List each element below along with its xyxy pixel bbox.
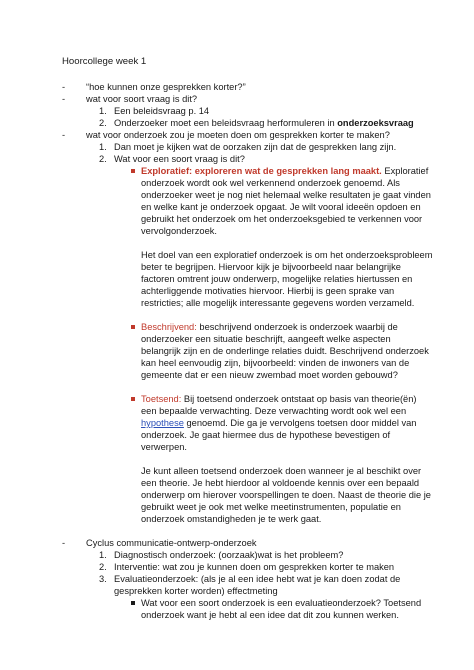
paragraph-line: Je kunt alleen toetsend onderzoek doen wanneer je al beschikt over: [141, 466, 422, 476]
dash-bullet: -: [62, 130, 66, 140]
list-item: Dan moet je kijken wat de oorzaken zijn dat de gesprekken lang zijn.: [114, 142, 397, 152]
paragraph-line: een theorie. Je hebt hierdoor al voldoende kennis over een bepaald: [141, 478, 420, 488]
toetsend-line: Toetsend: Bij toetsend onderzoek ontstaat op basis van theorie(ën): [141, 394, 417, 404]
dash-bullet: -: [62, 94, 66, 104]
list-item: Een beleidsvraag p. 14: [114, 106, 210, 116]
paragraph-line: onderzoeker een situatie beschrijft, aangeeft welke aspecten: [141, 334, 391, 344]
paragraph-line: een bepaalde verwachting. Deze verwachting wordt ook wel een: [141, 406, 407, 416]
paragraph-line: achterliggende motivaties hiervoor. Hierbij is geen sprake van: [141, 286, 395, 296]
number-bullet: 3.: [99, 574, 107, 584]
list-item: Onderzoeker moet een beleidsvraag herformuleren in onderzoeksvraag: [114, 118, 414, 128]
square-bullet-icon: [131, 601, 135, 605]
list-item: Wat voor een soort vraag is dit?: [114, 154, 245, 164]
list-item: Interventie: wat zou je kunnen doen om gesprekken korter te maken: [114, 562, 395, 572]
square-bullet-icon: [131, 169, 135, 173]
paragraph-line: Het doel van een exploratief onderzoek is om het onderzoeksprobleem: [141, 250, 433, 260]
list-item: gesprekken korter worden) effectmeting: [114, 586, 278, 596]
paragraph-line: factoren omtrent jouw onderwerp, mogelijke relaties hiertussen en: [141, 274, 413, 284]
page-title: Hoorcollege week 1: [62, 56, 147, 67]
number-bullet: 2.: [99, 154, 107, 164]
paragraph-line: onderzoek want je hebt al een idee dat dit zou kunnen werken.: [141, 610, 399, 620]
dash-bullet: -: [62, 82, 66, 92]
list-item: Cyclus communicatie-ontwerp-onderzoek: [86, 538, 257, 548]
paragraph-line: belangrijk zijn en de onderlinge relaties duidt. Beschrijvend onderzoek: [141, 346, 429, 356]
number-bullet: 1.: [99, 142, 107, 152]
paragraph-line: onderzoek. Je gaat hiermee dus de hypothese bevestigen of: [141, 430, 391, 440]
paragraph-line: restricties; alle mogelijk interessante gegevens worden verzameld.: [141, 298, 415, 308]
list-item: Evaluatieonderzoek: (als je al een idee hebt wat je kan doen zodat de: [114, 574, 401, 584]
paragraph-line: onderzoeker weet je nog niet helemaal welke resultaten je gaat vinden: [141, 190, 431, 200]
dash-bullet: -: [62, 538, 66, 548]
number-bullet: 1.: [99, 550, 107, 560]
number-bullet: 2.: [99, 118, 107, 128]
list-item: “hoe kunnen onze gesprekken korter?”: [86, 82, 246, 92]
paragraph-line: verwerpen.: [141, 442, 187, 452]
paragraph-line: vervolgonderzoek.: [141, 226, 217, 236]
paragraph-line: gebruikt het onderzoek om het onderzoeksgebied te verkennen voor: [141, 214, 423, 224]
paragraph-line: gemeente dat er een nieuw zwembad moet worden gebouwd?: [141, 370, 398, 380]
number-bullet: 2.: [99, 562, 107, 572]
paragraph-line: Wat voor een soort onderzoek is een evaluatieonderzoek? Toetsend: [141, 598, 422, 608]
paragraph-line: onderwerp om hierover voorspellingen te doen. Naast de theorie die je: [141, 490, 431, 500]
beschrijvend-line: Beschrijvend: beschrijvend onderzoek is onderzoek waarbij de: [141, 322, 398, 332]
paragraph-line: onderzoek wordt ook wel verkennend onderzoek genoemd. Als: [141, 178, 400, 188]
square-bullet-icon: [131, 325, 135, 329]
exploratief-line: Exploratief: exploreren wat de gesprekken lang maakt. Exploratief: [141, 166, 429, 176]
paragraph-line: kan heel eenvoudig zijn, bijvoorbeeld: vinden de inwoners van de: [141, 358, 410, 368]
list-item: wat voor onderzoek zou je moeten doen om gesprekken korter te maken?: [86, 130, 390, 140]
paragraph-line: en welke kant je onderzoek opgaat. Je wilt vooral ideeën opdoen en: [141, 202, 421, 212]
paragraph-line: onderzoek omstandigheden je te werk gaat.: [141, 514, 322, 524]
paragraph-line: beter te begrijpen. Hiervoor kijk je bijvoorbeeld naar belangrijke: [141, 262, 401, 272]
list-item: wat voor soort vraag is dit?: [86, 94, 198, 104]
hypothese-link[interactable]: hypothese: [141, 418, 184, 428]
paragraph-line: hypothese genoemd. Die ga je vervolgens toetsen door middel van: [141, 418, 417, 428]
list-item: Diagnostisch onderzoek: (oorzaak)wat is het probleem?: [114, 550, 344, 560]
square-bullet-icon: [131, 397, 135, 401]
number-bullet: 1.: [99, 106, 107, 116]
paragraph-line: gebruikt weet je ook met welke meetinstrumenten, populatie en: [141, 502, 401, 512]
